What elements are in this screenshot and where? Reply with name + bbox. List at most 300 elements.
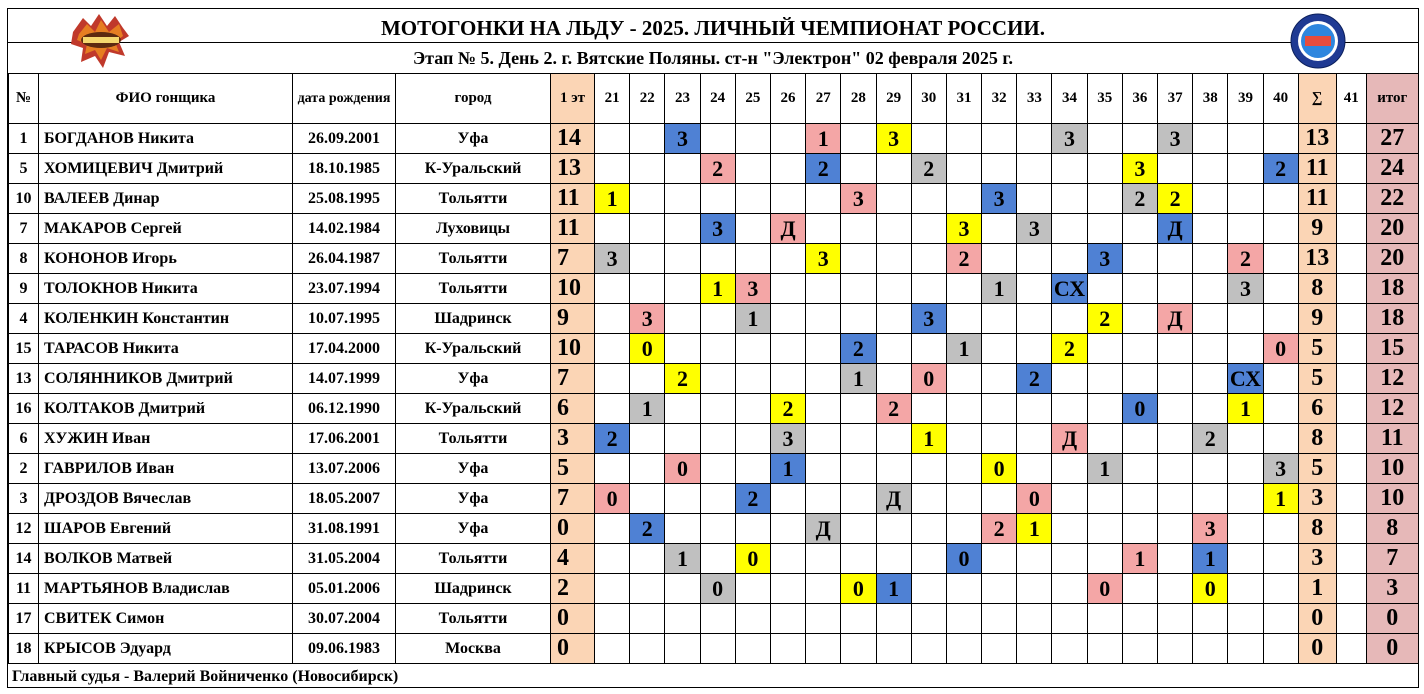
heat-result: 1 bbox=[876, 574, 911, 604]
heat-result bbox=[770, 544, 805, 574]
heat-result bbox=[1228, 124, 1263, 154]
heat-result bbox=[1017, 454, 1052, 484]
heat-result bbox=[1087, 544, 1122, 574]
heat-result bbox=[806, 424, 841, 454]
heat-result bbox=[982, 334, 1017, 364]
heat-result bbox=[770, 634, 805, 664]
rider-city: Тольятти bbox=[396, 604, 551, 634]
col-header-heat: 35 bbox=[1087, 74, 1122, 124]
heat-result bbox=[911, 394, 946, 424]
heat-result bbox=[1087, 184, 1122, 214]
heat-result bbox=[1228, 454, 1263, 484]
heat-result bbox=[911, 634, 946, 664]
heat-result bbox=[1193, 484, 1228, 514]
heat-result bbox=[595, 574, 630, 604]
rider-name: ДРОЗДОВ Вячеслав bbox=[39, 484, 293, 514]
rider-name: ВАЛЕЕВ Динар bbox=[39, 184, 293, 214]
heat-result bbox=[1228, 154, 1263, 184]
heat-result bbox=[665, 184, 700, 214]
heat-result: 3 bbox=[982, 184, 1017, 214]
page-subtitle: Этап № 5. День 2. г. Вятские Поляны. ст-н "Электрон" 02 февраля 2025 г. bbox=[412, 48, 1014, 68]
heat-result bbox=[1263, 424, 1298, 454]
heat-result bbox=[1052, 304, 1087, 334]
col-header-heat: 36 bbox=[1122, 74, 1157, 124]
rider-number: 13 bbox=[9, 364, 39, 394]
rider-birthdate: 30.07.2004 bbox=[293, 604, 396, 634]
rider-name: ХУЖИН Иван bbox=[39, 424, 293, 454]
heat-result bbox=[911, 184, 946, 214]
heat-result bbox=[982, 484, 1017, 514]
heat-result bbox=[1228, 544, 1263, 574]
col-header-heat: 31 bbox=[946, 74, 981, 124]
heat-41-result bbox=[1336, 124, 1366, 154]
heat-result: 0 bbox=[735, 544, 770, 574]
heat-result bbox=[1087, 634, 1122, 664]
heat-result bbox=[806, 634, 841, 664]
rider-number: 10 bbox=[9, 184, 39, 214]
heat-result bbox=[1087, 274, 1122, 304]
rider-number: 17 bbox=[9, 604, 39, 634]
heat-result bbox=[1263, 214, 1298, 244]
total-points: 18 bbox=[1366, 304, 1418, 334]
rider-city: Тольятти bbox=[396, 184, 551, 214]
stage-sum: 11 bbox=[1298, 184, 1336, 214]
col-header-first-stage: 1 эт bbox=[551, 74, 595, 124]
heat-result bbox=[700, 634, 735, 664]
heat-41-result bbox=[1336, 484, 1366, 514]
sheet-header bbox=[8, 9, 1418, 74]
stage-sum: 0 bbox=[1298, 604, 1336, 634]
heat-result: Д bbox=[1158, 304, 1193, 334]
heat-result bbox=[1052, 154, 1087, 184]
heat-result bbox=[665, 154, 700, 184]
heat-result bbox=[700, 244, 735, 274]
rider-name: МАКАРОВ Сергей bbox=[39, 214, 293, 244]
heat-result bbox=[630, 424, 665, 454]
heat-result bbox=[982, 154, 1017, 184]
heat-result bbox=[911, 214, 946, 244]
heat-result bbox=[665, 484, 700, 514]
heat-result: 3 bbox=[946, 214, 981, 244]
heat-result bbox=[1087, 604, 1122, 634]
heat-result bbox=[700, 364, 735, 394]
table-row bbox=[9, 214, 1419, 244]
heat-result bbox=[982, 364, 1017, 394]
col-header-sum: ∑ bbox=[1298, 74, 1336, 124]
heat-result bbox=[595, 334, 630, 364]
heat-result bbox=[735, 154, 770, 184]
heat-result bbox=[876, 424, 911, 454]
page-title: МОТОГОНКИ НА ЛЬДУ - 2025. ЛИЧНЫЙ ЧЕМПИОНАТ РОССИИ. bbox=[8, 14, 1418, 43]
rider-birthdate: 05.01.2006 bbox=[293, 574, 396, 604]
heat-result bbox=[946, 154, 981, 184]
heat-result: 2 bbox=[770, 394, 805, 424]
heat-result bbox=[700, 544, 735, 574]
heat-41-result bbox=[1336, 154, 1366, 184]
rider-city: Шадринск bbox=[396, 574, 551, 604]
heat-41-result bbox=[1336, 424, 1366, 454]
heat-result bbox=[982, 304, 1017, 334]
heat-41-result bbox=[1336, 604, 1366, 634]
heat-result: 2 bbox=[1228, 244, 1263, 274]
total-points: 10 bbox=[1366, 454, 1418, 484]
stage-sum: 5 bbox=[1298, 454, 1336, 484]
heat-result bbox=[1017, 304, 1052, 334]
heat-result: 2 bbox=[630, 514, 665, 544]
heat-result bbox=[1228, 574, 1263, 604]
heat-result bbox=[1052, 634, 1087, 664]
heat-result: 3 bbox=[1228, 274, 1263, 304]
heat-result bbox=[982, 124, 1017, 154]
heat-result bbox=[1087, 424, 1122, 454]
heat-result: 3 bbox=[665, 124, 700, 154]
heat-result bbox=[630, 274, 665, 304]
rider-city: Тольятти bbox=[396, 424, 551, 454]
heat-result bbox=[700, 184, 735, 214]
stage-sum: 8 bbox=[1298, 274, 1336, 304]
rider-city: Уфа bbox=[396, 454, 551, 484]
table-row bbox=[9, 574, 1419, 604]
heat-result bbox=[665, 574, 700, 604]
heat-result: 2 bbox=[982, 514, 1017, 544]
results-sheet bbox=[7, 8, 1419, 688]
heat-result bbox=[876, 604, 911, 634]
heat-result bbox=[1122, 244, 1157, 274]
heat-result bbox=[1052, 484, 1087, 514]
heat-result bbox=[1122, 364, 1157, 394]
heat-result bbox=[665, 244, 700, 274]
heat-41-result bbox=[1336, 304, 1366, 334]
heat-41-result bbox=[1336, 274, 1366, 304]
col-header-heat: 28 bbox=[841, 74, 876, 124]
heat-result: 1 bbox=[770, 454, 805, 484]
heat-result bbox=[841, 544, 876, 574]
col-header-heat: 38 bbox=[1193, 74, 1228, 124]
first-stage-points: 14 bbox=[551, 124, 595, 154]
heat-result: 2 bbox=[700, 154, 735, 184]
heat-result bbox=[665, 334, 700, 364]
heat-result bbox=[1263, 184, 1298, 214]
heat-result: 3 bbox=[1122, 154, 1157, 184]
heat-result bbox=[700, 424, 735, 454]
heat-result bbox=[700, 514, 735, 544]
heat-result bbox=[700, 334, 735, 364]
stage-sum: 1 bbox=[1298, 574, 1336, 604]
heat-result bbox=[946, 634, 981, 664]
heat-result bbox=[700, 124, 735, 154]
rider-city: Шадринск bbox=[396, 304, 551, 334]
heat-result: 0 bbox=[982, 454, 1017, 484]
heat-result bbox=[1052, 514, 1087, 544]
table-row bbox=[9, 424, 1419, 454]
heat-result: 1 bbox=[841, 364, 876, 394]
heat-result bbox=[911, 484, 946, 514]
first-stage-points: 5 bbox=[551, 454, 595, 484]
heat-result bbox=[595, 454, 630, 484]
first-stage-points: 0 bbox=[551, 634, 595, 664]
heat-result bbox=[700, 454, 735, 484]
heat-result bbox=[1228, 604, 1263, 634]
heat-result bbox=[876, 334, 911, 364]
total-points: 22 bbox=[1366, 184, 1418, 214]
rider-name: СОЛЯННИКОВ Дмитрий bbox=[39, 364, 293, 394]
heat-result bbox=[1087, 124, 1122, 154]
heat-41-result bbox=[1336, 214, 1366, 244]
heat-result: 3 bbox=[841, 184, 876, 214]
heat-result: 3 bbox=[595, 244, 630, 274]
heat-result bbox=[1193, 454, 1228, 484]
heat-result bbox=[876, 364, 911, 394]
heat-result bbox=[735, 124, 770, 154]
heat-result bbox=[946, 574, 981, 604]
heat-result bbox=[1017, 244, 1052, 274]
heat-result bbox=[595, 304, 630, 334]
heat-result bbox=[982, 604, 1017, 634]
heat-result bbox=[770, 184, 805, 214]
heat-result bbox=[841, 454, 876, 484]
heat-result bbox=[841, 424, 876, 454]
heat-result bbox=[700, 394, 735, 424]
col-header-heat: 25 bbox=[735, 74, 770, 124]
heat-result bbox=[665, 604, 700, 634]
heat-result bbox=[1122, 274, 1157, 304]
rider-number: 15 bbox=[9, 334, 39, 364]
rider-city: Уфа bbox=[396, 364, 551, 394]
heat-result bbox=[1017, 124, 1052, 154]
rider-city: Уфа bbox=[396, 514, 551, 544]
table-row bbox=[9, 634, 1419, 664]
heat-result bbox=[806, 574, 841, 604]
heat-result bbox=[911, 544, 946, 574]
rider-name: ТАРАСОВ Никита bbox=[39, 334, 293, 364]
stage-sum: 9 bbox=[1298, 214, 1336, 244]
heat-result bbox=[1158, 364, 1193, 394]
col-header-heat: 27 bbox=[806, 74, 841, 124]
heat-result bbox=[770, 574, 805, 604]
heat-result: 0 bbox=[665, 454, 700, 484]
heat-result bbox=[1122, 484, 1157, 514]
heat-result: 1 bbox=[735, 304, 770, 334]
first-stage-points: 7 bbox=[551, 364, 595, 394]
total-points: 15 bbox=[1366, 334, 1418, 364]
heat-result: 1 bbox=[1087, 454, 1122, 484]
table-row bbox=[9, 604, 1419, 634]
heat-result: 0 bbox=[1017, 484, 1052, 514]
heat-result bbox=[911, 124, 946, 154]
heat-result: 0 bbox=[630, 334, 665, 364]
rider-birthdate: 17.04.2000 bbox=[293, 334, 396, 364]
total-points: 10 bbox=[1366, 484, 1418, 514]
rider-number: 4 bbox=[9, 304, 39, 334]
heat-result bbox=[946, 604, 981, 634]
heat-result bbox=[841, 154, 876, 184]
col-header-num: № bbox=[9, 74, 39, 124]
heat-result: 3 bbox=[806, 244, 841, 274]
heat-result bbox=[595, 634, 630, 664]
heat-result bbox=[1052, 184, 1087, 214]
heat-result: 0 bbox=[1193, 574, 1228, 604]
heat-result bbox=[1193, 364, 1228, 394]
heat-result bbox=[841, 484, 876, 514]
heat-result bbox=[770, 364, 805, 394]
heat-result bbox=[700, 304, 735, 334]
heat-result bbox=[1122, 634, 1157, 664]
heat-result bbox=[1228, 424, 1263, 454]
heat-41-result bbox=[1336, 634, 1366, 664]
heat-result bbox=[1193, 394, 1228, 424]
heat-result bbox=[735, 604, 770, 634]
heat-result bbox=[841, 214, 876, 244]
heat-result bbox=[876, 154, 911, 184]
heat-result: 0 bbox=[946, 544, 981, 574]
heat-result bbox=[1263, 394, 1298, 424]
heat-result: 3 bbox=[770, 424, 805, 454]
heat-result bbox=[841, 394, 876, 424]
heat-result bbox=[630, 454, 665, 484]
rider-city: Тольятти bbox=[396, 544, 551, 574]
table-row bbox=[9, 484, 1419, 514]
table-row bbox=[9, 184, 1419, 214]
heat-result bbox=[1193, 604, 1228, 634]
heat-result bbox=[1228, 514, 1263, 544]
heat-result bbox=[595, 124, 630, 154]
table-row bbox=[9, 304, 1419, 334]
col-header-heat: 29 bbox=[876, 74, 911, 124]
rider-name: ШАРОВ Евгений bbox=[39, 514, 293, 544]
heat-result bbox=[630, 154, 665, 184]
first-stage-points: 11 bbox=[551, 214, 595, 244]
heat-result: Д bbox=[770, 214, 805, 244]
heat-result: 2 bbox=[1052, 334, 1087, 364]
heat-result: 1 bbox=[1193, 544, 1228, 574]
rider-city: Москва bbox=[396, 634, 551, 664]
heat-result: 3 bbox=[876, 124, 911, 154]
table-row bbox=[9, 244, 1419, 274]
heat-result bbox=[1158, 574, 1193, 604]
heat-result bbox=[1193, 214, 1228, 244]
heat-result: 1 bbox=[665, 544, 700, 574]
heat-result: Д bbox=[1158, 214, 1193, 244]
heat-result bbox=[946, 514, 981, 544]
heat-result bbox=[665, 394, 700, 424]
heat-result: 2 bbox=[1158, 184, 1193, 214]
rider-number: 1 bbox=[9, 124, 39, 154]
heat-result: 3 bbox=[630, 304, 665, 334]
heat-result bbox=[911, 244, 946, 274]
heat-result bbox=[1158, 154, 1193, 184]
heat-result bbox=[595, 214, 630, 244]
heat-result bbox=[770, 334, 805, 364]
heat-result bbox=[1087, 214, 1122, 244]
heat-result: СХ bbox=[1052, 274, 1087, 304]
stage-sum: 13 bbox=[1298, 244, 1336, 274]
heat-result: 1 bbox=[982, 274, 1017, 304]
total-points: 18 bbox=[1366, 274, 1418, 304]
first-stage-points: 10 bbox=[551, 274, 595, 304]
heat-result bbox=[1052, 544, 1087, 574]
heat-result bbox=[770, 514, 805, 544]
first-stage-points: 11 bbox=[551, 184, 595, 214]
table-row bbox=[9, 514, 1419, 544]
rider-number: 11 bbox=[9, 574, 39, 604]
heat-result bbox=[876, 454, 911, 484]
heat-result bbox=[841, 634, 876, 664]
rider-number: 16 bbox=[9, 394, 39, 424]
rider-birthdate: 14.07.1999 bbox=[293, 364, 396, 394]
rider-birthdate: 18.10.1985 bbox=[293, 154, 396, 184]
heat-result bbox=[735, 424, 770, 454]
heat-result bbox=[946, 184, 981, 214]
col-header-heat: 40 bbox=[1263, 74, 1298, 124]
heat-result: 1 bbox=[1228, 394, 1263, 424]
heat-result bbox=[806, 364, 841, 394]
rider-name: ГАВРИЛОВ Иван bbox=[39, 454, 293, 484]
heat-result: 2 bbox=[1087, 304, 1122, 334]
heat-result: 0 bbox=[841, 574, 876, 604]
heat-result bbox=[876, 214, 911, 244]
heat-result: 1 bbox=[806, 124, 841, 154]
heat-result: 3 bbox=[700, 214, 735, 244]
heat-result bbox=[1122, 214, 1157, 244]
heat-result: 2 bbox=[665, 364, 700, 394]
heat-result bbox=[770, 124, 805, 154]
heat-result bbox=[735, 634, 770, 664]
heat-result bbox=[1087, 364, 1122, 394]
heat-result bbox=[1052, 244, 1087, 274]
table-row bbox=[9, 124, 1419, 154]
rider-birthdate: 18.05.2007 bbox=[293, 484, 396, 514]
total-points: 7 bbox=[1366, 544, 1418, 574]
heat-result bbox=[841, 274, 876, 304]
heat-result bbox=[1158, 634, 1193, 664]
heat-result bbox=[946, 484, 981, 514]
heat-result bbox=[735, 364, 770, 394]
rider-name: ТОЛОКНОВ Никита bbox=[39, 274, 293, 304]
heat-result bbox=[630, 214, 665, 244]
heat-result bbox=[911, 514, 946, 544]
heat-result bbox=[806, 454, 841, 484]
heat-result bbox=[1017, 274, 1052, 304]
heat-result bbox=[1122, 574, 1157, 604]
col-header-heat: 21 bbox=[595, 74, 630, 124]
heat-result bbox=[1052, 574, 1087, 604]
rider-city: К-Уральский bbox=[396, 154, 551, 184]
heat-result bbox=[982, 394, 1017, 424]
rider-number: 5 bbox=[9, 154, 39, 184]
table-row bbox=[9, 154, 1419, 184]
heat-result bbox=[770, 604, 805, 634]
speedway-logo-icon bbox=[69, 12, 133, 70]
rider-name: БОГДАНОВ Никита bbox=[39, 124, 293, 154]
heat-result bbox=[1158, 244, 1193, 274]
table-row bbox=[9, 544, 1419, 574]
heat-result bbox=[1052, 454, 1087, 484]
heat-result bbox=[806, 484, 841, 514]
heat-result: 3 bbox=[1052, 124, 1087, 154]
heat-result bbox=[1158, 394, 1193, 424]
heat-result bbox=[806, 394, 841, 424]
heat-result bbox=[806, 274, 841, 304]
heat-result bbox=[595, 274, 630, 304]
heat-result: 0 bbox=[911, 364, 946, 394]
first-stage-points: 7 bbox=[551, 244, 595, 274]
heat-result bbox=[1158, 274, 1193, 304]
heat-result: 3 bbox=[735, 274, 770, 304]
heat-41-result bbox=[1336, 244, 1366, 274]
heat-result bbox=[1122, 514, 1157, 544]
heat-result bbox=[1017, 424, 1052, 454]
heat-result bbox=[1122, 424, 1157, 454]
